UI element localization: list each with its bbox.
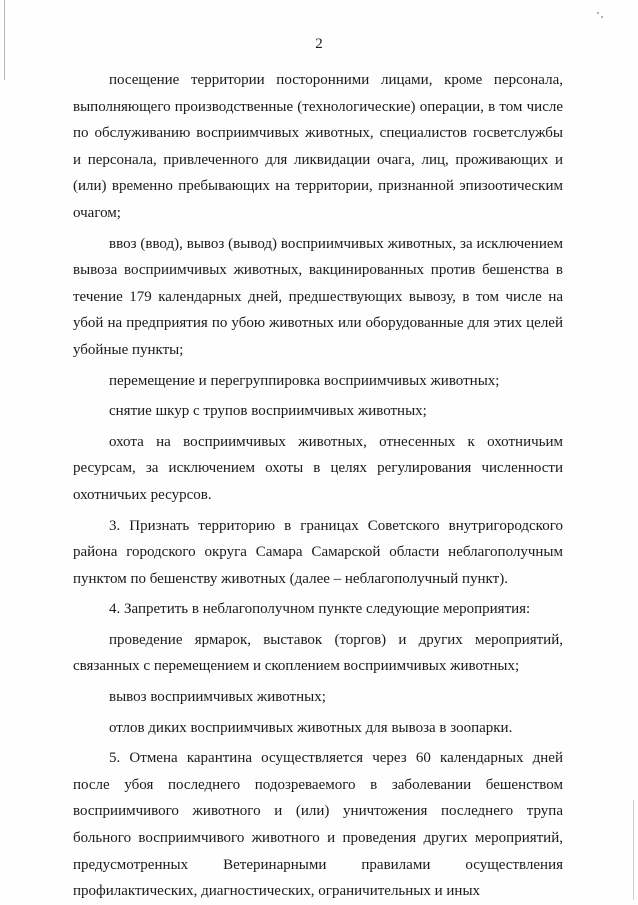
document-body <box>73 67 563 905</box>
paragraph: снятие шкур с трупов восприимчивых животных; <box>109 403 427 420</box>
paragraph: проведение ярмарок, выставок (торгов) и других мероприятий, связанных с перемещением и скоплением восприимчивых животных; <box>73 631 563 675</box>
paragraph: перемещение и перегруппировка восприимчивых животных; <box>109 372 500 389</box>
paragraph: 3. Признать территорию в границах Советского внутригородского района городского округа Самара Самарской области неблагополучным пунктом по бешенству животных (далее – неблагополучный пункт). <box>73 517 563 587</box>
page-number: 2 <box>315 36 323 52</box>
paragraph: 4. Запретить в неблагополучном пункте следующие мероприятия: <box>109 601 531 618</box>
scan-edge-mark <box>633 800 634 900</box>
paragraph: 5. Отмена карантина осуществляется через 60 календарных дней после убоя последнего подозреваемого в заболевании бешенством восприимчивого животного и (или) уничтожения последнего трупа больного восприимчивого животного и проведения других мероприятий, предусмотренных Ветеринарными правилами осуществления профилактических, диагностических, ограничительных и иных <box>73 750 563 900</box>
paragraph: ввоз (ввод), вывоз (вывод) восприимчивых животных, за исключением вывоза восприимчивых животных, вакцинированных против бешенства в течение 179 календарных дней, предшествующих вывозу, в том числе на убой на предприятия по убою животных или оборудованные для этих целей убойные пункты; <box>73 235 563 358</box>
scan-speck <box>597 12 599 14</box>
scan-speck <box>601 16 603 18</box>
paragraph: посещение территории посторонними лицами, кроме персонала, выполняющего производственные (технологические) операции, в том числе по обслуживанию восприимчивых животных, специалистов госветслужбы и персонала, привлеченного для ликвидации очага, лиц, проживающих и (или) временно пребывающих на территории, признанной эпизоотическим очагом; <box>73 72 563 221</box>
paragraph: охота на восприимчивых животных, отнесенных к охотничьим ресурсам, за исключением охоты в целях регулирования численности охотничьих ресурсов. <box>73 433 563 503</box>
paragraph: вывоз восприимчивых животных; <box>109 689 326 706</box>
paragraph: отлов диких восприимчивых животных для вывоза в зоопарки. <box>109 719 513 736</box>
